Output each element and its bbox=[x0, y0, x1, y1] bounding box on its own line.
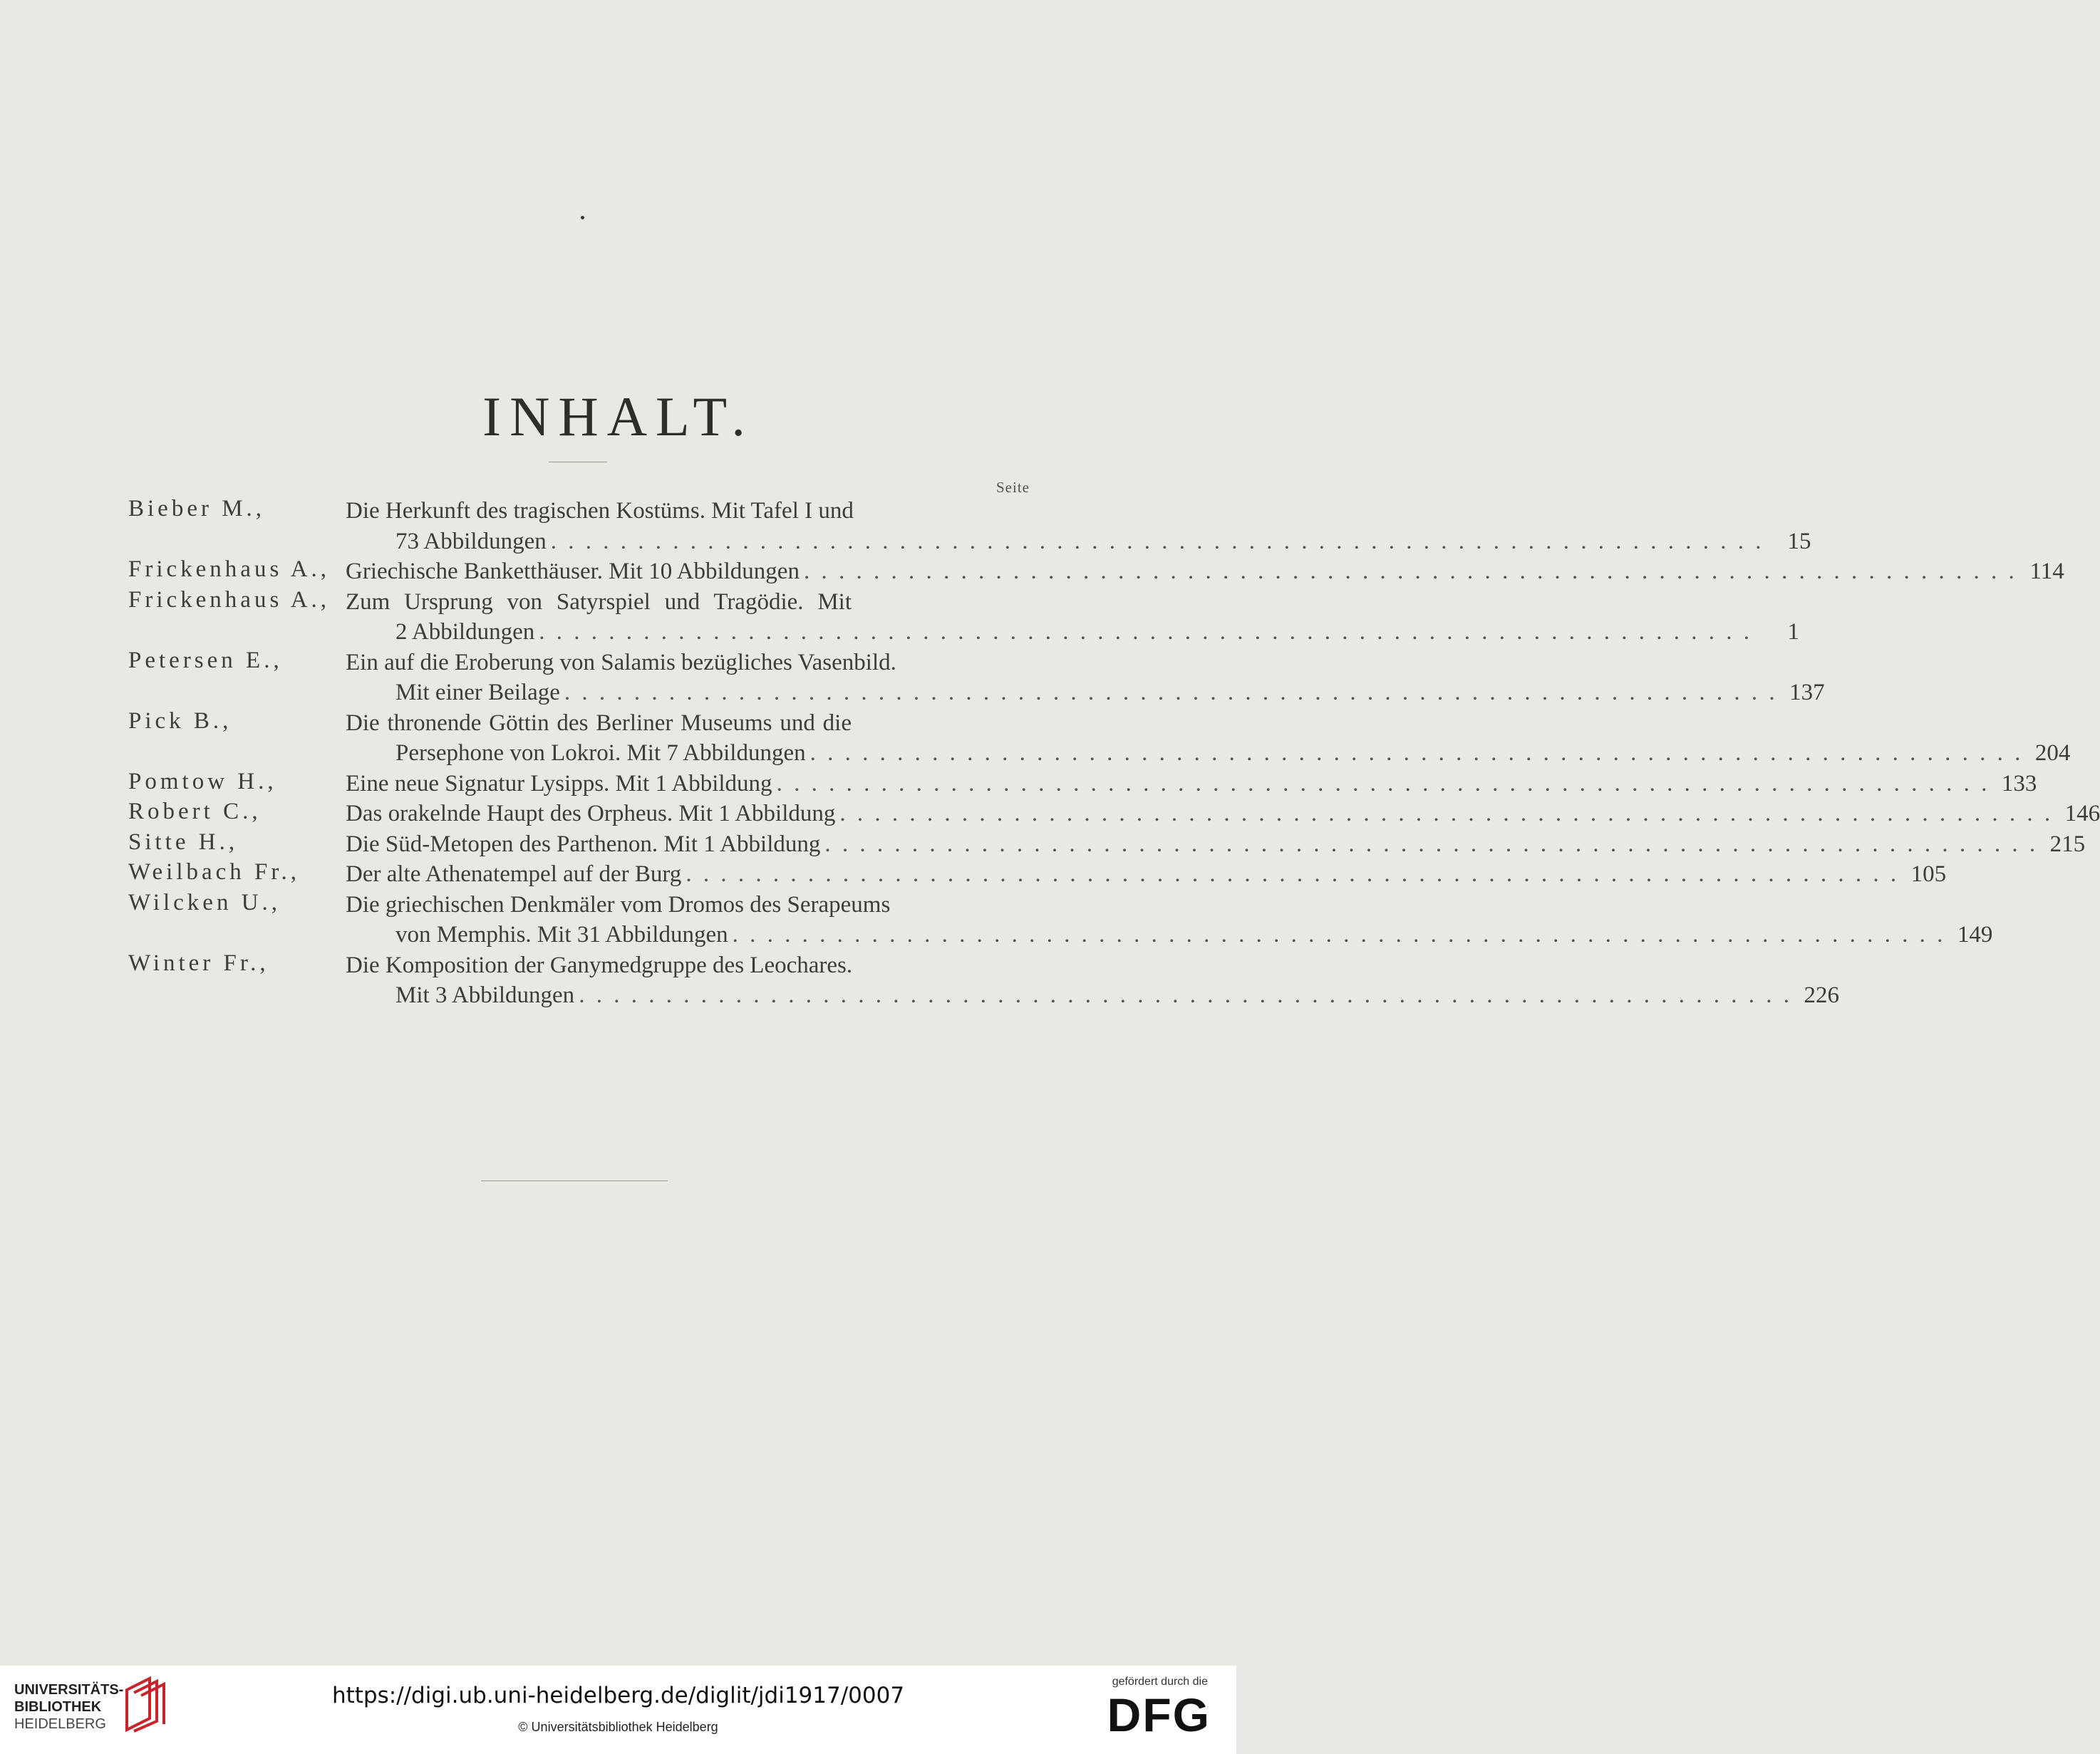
seite-label: Seite bbox=[996, 479, 1030, 496]
toc-entry bbox=[128, 950, 1839, 1011]
toc-title-text: 73 Abbildungen bbox=[395, 528, 547, 554]
dot-leader: . . . . . . . . . . . . . . . . . . . . . . . . . . . . . . . . . . . . . . . . . . . . . . . . . . . . . . . . . . . . . . . . . . . . . . bbox=[732, 922, 1946, 948]
footer-bar bbox=[0, 1666, 1236, 1754]
toc-title-text: Das orakelnde Haupt des Orpheus. Mit 1 Abbildung bbox=[346, 801, 836, 826]
toc-title-text: Eine neue Signatur Lysipps. Mit 1 Abbildung bbox=[346, 770, 772, 796]
toc-title-text: Die Süd-Metopen des Parthenon. Mit 1 Abbildung bbox=[346, 831, 821, 857]
toc-title-text: Mit einer Beilage bbox=[395, 680, 560, 705]
library-name-line3: HEIDELBERG bbox=[14, 1716, 106, 1732]
toc-page-number: 105 bbox=[1910, 861, 1947, 887]
toc-title-line: Die thronende Göttin des Berliner Museums und die bbox=[346, 710, 852, 736]
toc-page-number: 226 bbox=[1804, 982, 1839, 1008]
toc-title-text: Griechische Banketthäuser. Mit 10 Abbildungen bbox=[346, 559, 800, 584]
funding-caption: gefördert durch die bbox=[1112, 1676, 1208, 1688]
toc-page-number: 146 bbox=[2064, 801, 2100, 826]
dot-leader: . . . . . . . . . . . . . . . . . . . . . . . . . . . . . . . . . . . . . . . . . . . . . . . . . . . . . . . . . . . . . . . . . . . . . . bbox=[810, 740, 2024, 766]
toc-page-number: 204 bbox=[2034, 740, 2071, 766]
bottom-rule bbox=[481, 1180, 668, 1181]
toc-page-number: 149 bbox=[1957, 922, 1993, 948]
dot-leader: . . . . . . . . . . . . . . . . . . . . . . . . . . . . . . . . . . . . . . . . . . . . . . . . . . . . . . . . . . . . . . . . . . . . . . bbox=[579, 982, 1792, 1008]
toc-title-line: Ein auf die Eroberung von Salamis bezügliches Vasenbild. bbox=[346, 649, 896, 675]
toc-entry bbox=[128, 647, 1825, 708]
library-name-line1: UNIVERSITÄTS- bbox=[14, 1682, 124, 1698]
toc-author: Frickenhaus A., bbox=[128, 586, 331, 613]
copyright-notice: © Universitätsbibliothek Heidelberg bbox=[518, 1720, 718, 1734]
toc-entry bbox=[128, 556, 2064, 587]
dot-leader: . . . . . . . . . . . . . . . . . . . . . . . . . . . . . . . . . . . . . . . . . . . . . . . . . . . . . . . . . . . . . . . . . . . . . . bbox=[839, 801, 2054, 826]
toc-author: Pomtow H., bbox=[128, 768, 277, 794]
toc-page-number: 215 bbox=[2049, 831, 2086, 857]
toc-entry bbox=[128, 586, 1799, 648]
toc-page-number: 114 bbox=[2029, 559, 2064, 584]
toc-entry bbox=[128, 707, 2071, 769]
toc-author: Pick B., bbox=[128, 707, 232, 734]
toc-page-number: 15 bbox=[1787, 528, 1811, 554]
toc-title-text: Mit 3 Abbildungen bbox=[395, 982, 575, 1008]
toc-author: Sitte H., bbox=[128, 829, 239, 855]
toc-page-number: 133 bbox=[2001, 770, 2037, 796]
toc-title-text: Der alte Athenatempel auf der Burg bbox=[346, 861, 682, 887]
dfg-logo: DFG bbox=[1107, 1688, 1211, 1741]
dot-leader: . . . . . . . . . . . . . . . . . . . . . . . . . . . . . . . . . . . . . . . . . . . . . . . . . . . . . . . . . . . . . . . . . . . . . . bbox=[550, 528, 1764, 554]
toc-author: Winter Fr., bbox=[128, 950, 269, 976]
dot-leader: . . . . . . . . . . . . . . . . . . . . . . . . . . . . . . . . . . . . . . . . . . . . . . . . . . . . . . . . . . . . . . . . . . . . . . bbox=[686, 861, 1900, 887]
toc-title-text: 2 Abbildungen bbox=[395, 619, 535, 645]
toc-title-text: Persephone von Lokroi. Mit 7 Abbildungen bbox=[395, 740, 806, 766]
toc-entry bbox=[128, 859, 1947, 890]
ink-speck bbox=[581, 216, 584, 219]
toc-entry bbox=[128, 496, 1811, 556]
toc-title-line: Die Herkunft des tragischen Kostüms. Mit Tafel I und bbox=[346, 498, 854, 524]
toc-author: Frickenhaus A., bbox=[128, 556, 331, 582]
dot-leader: . . . . . . . . . . . . . . . . . . . . . . . . . . . . . . . . . . . . . . . . . . . . . . . . . . . . . . . . . . . . . . . . . . . . . . bbox=[539, 619, 1752, 645]
dot-leader: . . . . . . . . . . . . . . . . . . . . . . . . . . . . . . . . . . . . . . . . . . . . . . . . . . . . . . . . . . . . . . . . . . . . . . bbox=[776, 770, 1990, 796]
toc-title-line: Die Komposition der Ganymedgruppe des Leochares. bbox=[346, 952, 853, 978]
permalink-url[interactable]: https://digi.ub.uni-heidelberg.de/diglit/jdi1917/0007 bbox=[331, 1683, 905, 1708]
toc-entry bbox=[128, 889, 1993, 950]
page-title: INHALT. bbox=[482, 385, 754, 447]
toc-author: Wilcken U., bbox=[128, 889, 281, 915]
toc-page-number: 137 bbox=[1789, 680, 1825, 705]
table-of-contents bbox=[128, 496, 2100, 1011]
toc-entry bbox=[128, 768, 2037, 799]
library-name-line2: BIBLIOTHEK bbox=[14, 1699, 102, 1715]
toc-title-line: Zum Ursprung von Satyrspiel und Tragödie. Mit bbox=[346, 588, 852, 615]
toc-entry bbox=[128, 829, 2086, 860]
toc-title-line: Die griechischen Denkmäler vom Dromos des Serapeums bbox=[346, 891, 891, 918]
toc-author: Petersen E., bbox=[128, 647, 283, 673]
toc-author: Bieber M., bbox=[128, 496, 266, 521]
toc-entry bbox=[128, 799, 2100, 829]
toc-author: Weilbach Fr., bbox=[128, 859, 301, 885]
dot-leader: . . . . . . . . . . . . . . . . . . . . . . . . . . . . . . . . . . . . . . . . . . . . . . . . . . . . . . . . . . . . . . . . . . . . . . bbox=[803, 559, 2017, 584]
toc-title-text: von Memphis. Mit 31 Abbildungen bbox=[395, 922, 728, 948]
toc-author: Robert C., bbox=[128, 799, 262, 824]
dot-leader: . . . . . . . . . . . . . . . . . . . . . . . . . . . . . . . . . . . . . . . . . . . . . . . . . . . . . . . . . . . . . . . . . . . . . . bbox=[564, 680, 1778, 705]
dot-leader: . . . . . . . . . . . . . . . . . . . . . . . . . . . . . . . . . . . . . . . . . . . . . . . . . . . . . . . . . . . . . . . . . . . . . . bbox=[824, 831, 2039, 857]
toc-page-number: 1 bbox=[1787, 619, 1799, 645]
